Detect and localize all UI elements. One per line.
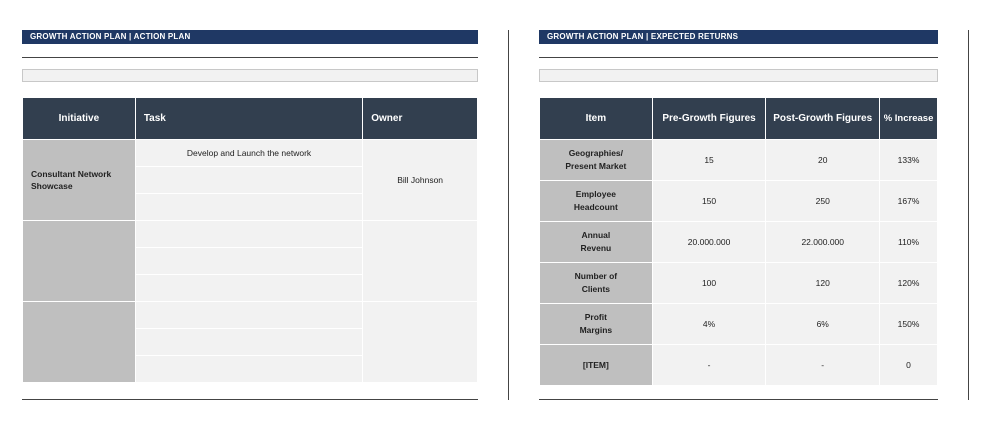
item-cell[interactable]: [ITEM]	[540, 345, 653, 386]
post-growth-cell[interactable]: -	[766, 345, 880, 386]
increase-cell[interactable]: 133%	[880, 140, 938, 181]
post-growth-cell[interactable]: 20	[766, 140, 880, 181]
pre-growth-cell[interactable]: -	[652, 345, 766, 386]
table-row	[23, 140, 478, 167]
action-plan-subtitle-box[interactable]	[22, 69, 478, 82]
task-cell[interactable]	[135, 167, 362, 194]
action-plan-top-rule	[22, 57, 478, 58]
table-row	[540, 222, 938, 263]
expected-returns-subtitle-box[interactable]	[539, 69, 938, 82]
expected-returns-header-row	[540, 98, 938, 140]
table-row	[540, 140, 938, 181]
task-cell[interactable]	[135, 302, 362, 329]
post-growth-cell[interactable]: 22.000.000	[766, 222, 880, 263]
post-growth-cell[interactable]: 120	[766, 263, 880, 304]
initiative-cell[interactable]	[23, 221, 136, 302]
increase-cell[interactable]: 110%	[880, 222, 938, 263]
item-cell[interactable]: Geographies/ Present Market	[540, 140, 653, 181]
expected-returns-top-rule	[539, 57, 938, 58]
table-row	[23, 221, 478, 248]
table-row	[540, 181, 938, 222]
item-cell[interactable]: Annual Revenu	[540, 222, 653, 263]
owner-cell[interactable]: Bill Johnson	[363, 140, 478, 221]
task-cell[interactable]	[135, 221, 362, 248]
expected-returns-title: GROWTH ACTION PLAN | EXPECTED RETURNS	[539, 30, 938, 44]
action-plan-title: GROWTH ACTION PLAN | ACTION PLAN	[22, 30, 478, 44]
item-cell[interactable]: Employee Headcount	[540, 181, 653, 222]
task-cell[interactable]	[135, 329, 362, 356]
task-header: Task	[135, 98, 362, 140]
initiative-cell[interactable]: Consultant Network Showcase	[23, 140, 136, 221]
task-cell[interactable]	[135, 356, 362, 383]
table-row	[23, 302, 478, 329]
panel-divider-right	[968, 30, 969, 400]
panel-divider-left	[508, 30, 509, 400]
task-cell[interactable]: Develop and Launch the network	[135, 140, 362, 167]
table-row	[540, 304, 938, 345]
owner-cell[interactable]	[363, 302, 478, 383]
owner-header: Owner	[363, 98, 478, 140]
task-cell[interactable]	[135, 248, 362, 275]
pre-growth-cell[interactable]: 150	[652, 181, 766, 222]
post-growth-cell[interactable]: 6%	[766, 304, 880, 345]
table-row	[540, 345, 938, 386]
increase-header: % Increase	[880, 98, 938, 140]
item-header: Item	[540, 98, 653, 140]
task-cell[interactable]	[135, 194, 362, 221]
expected-returns-bottom-rule	[539, 399, 938, 400]
action-plan-header-row	[23, 98, 478, 140]
post-growth-header: Post-Growth Figures	[766, 98, 880, 140]
pre-growth-cell[interactable]: 100	[652, 263, 766, 304]
action-plan-bottom-rule	[22, 399, 478, 400]
initiative-header: Initiative	[23, 98, 136, 140]
item-cell[interactable]: Profit Margins	[540, 304, 653, 345]
increase-cell[interactable]: 150%	[880, 304, 938, 345]
pre-growth-header: Pre-Growth Figures	[652, 98, 766, 140]
expected-returns-panel	[539, 30, 938, 410]
action-plan-table	[22, 97, 478, 383]
owner-cell[interactable]	[363, 221, 478, 302]
pre-growth-cell[interactable]: 4%	[652, 304, 766, 345]
table-row	[540, 263, 938, 304]
task-cell[interactable]	[135, 275, 362, 302]
increase-cell[interactable]: 0	[880, 345, 938, 386]
item-cell[interactable]: Number of Clients	[540, 263, 653, 304]
increase-cell[interactable]: 167%	[880, 181, 938, 222]
expected-returns-table	[539, 97, 938, 386]
pre-growth-cell[interactable]: 15	[652, 140, 766, 181]
action-plan-panel	[22, 30, 478, 410]
pre-growth-cell[interactable]: 20.000.000	[652, 222, 766, 263]
post-growth-cell[interactable]: 250	[766, 181, 880, 222]
initiative-cell[interactable]	[23, 302, 136, 383]
increase-cell[interactable]: 120%	[880, 263, 938, 304]
